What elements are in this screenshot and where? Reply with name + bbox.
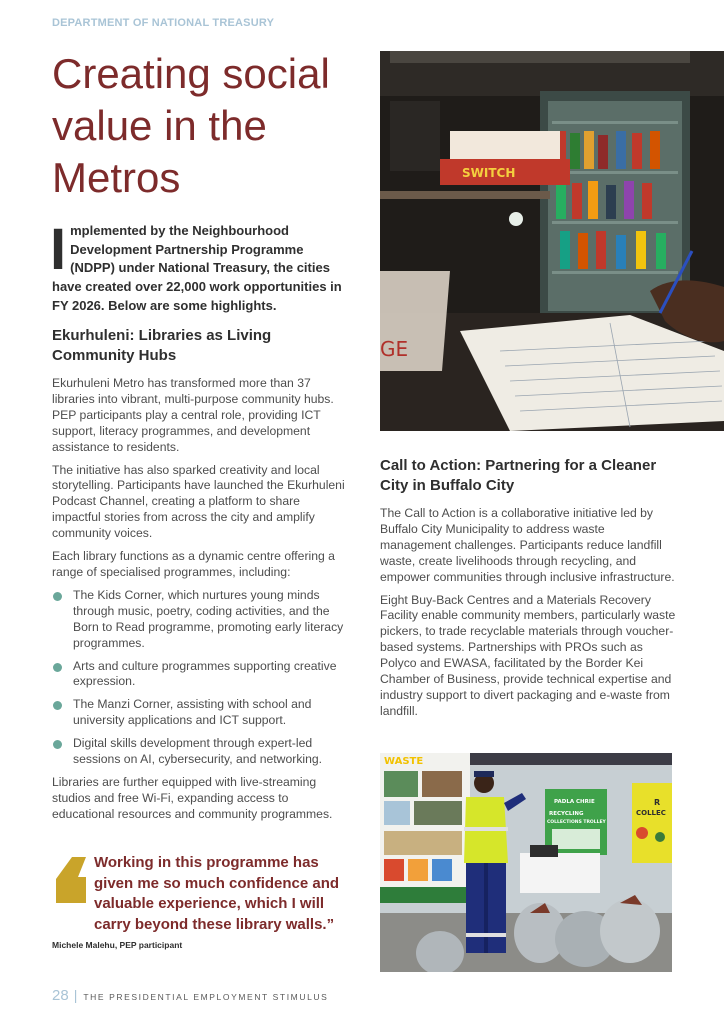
- bullet-dot-icon: [53, 701, 62, 710]
- photo-banner-text: WASTE: [384, 756, 424, 767]
- list-item-text: The Kids Corner, which nurtures young minds through music, poetry, coding activities, and the Born to Read programme, promoting early literacy programmes.: [73, 587, 344, 650]
- photo-sign-line1: RECYCLING: [549, 811, 584, 817]
- ekurhuleni-body: [52, 376, 345, 830]
- intro-text: mplemented by the Neighbourhood Development Partnership Programme (NDPP) under National Treasury, the cities have created over 22,000 work opportunities in FY 2026. Below are some highlights.: [52, 223, 342, 313]
- photo-sign-line2: COLLECTIONS TROLLEY: [547, 820, 606, 825]
- photo-ledger-writing: [380, 51, 724, 431]
- quote-mark-icon: [52, 855, 88, 905]
- ekurhuleni-paragraph: The initiative has also sparked creativity and local storytelling. Participants have launched the Ekurhuleni Podcast Channel, creating a platform to share impactful stories from across the city and amplify community voices.: [52, 462, 345, 541]
- photo-sign-right-line2: COLLEC: [636, 809, 666, 817]
- page-footer: [52, 987, 328, 1004]
- list-item-text: Digital skills development through expert-led sessions on AI, cybersecurity, and networking.: [73, 736, 323, 767]
- ekurhuleni-paragraph: Each library functions as a dynamic centre offering a range of specialised programmes, including:: [52, 549, 335, 579]
- ekurhuleni-closing: Libraries are further equipped with live-streaming studios and free Wi-Fi, expanding access to educational resources and community programmes.: [52, 774, 333, 821]
- quote-attribution: Michele Malehu, PEP participant: [52, 940, 183, 950]
- photo-sign-text: SWITCH: [462, 166, 516, 180]
- list-item-text: Arts and culture programmes supporting creative expression.: [73, 658, 337, 689]
- intro-paragraph: [50, 217, 344, 316]
- photo-sign-brand: PADLA CHRIE: [554, 799, 595, 805]
- footer-separator: |: [73, 987, 78, 1003]
- ekurhuleni-paragraph: Ekurhuleni Metro has transformed more than 37 libraries into vibrant, multi-purpose community hubs. PEP participants play a central role, providing ICT support, literacy programmes, and development assistance to residents.: [52, 376, 334, 454]
- list-item: [52, 588, 345, 652]
- drop-cap: I: [50, 217, 67, 282]
- bullet-dot-icon: [53, 740, 62, 749]
- pull-quote: Working in this programme has given me so much confidence and valuable experience, which I will carry beyond these library walls.”: [94, 854, 340, 933]
- list-item: [52, 697, 345, 729]
- photo-wall-text: GE: [380, 337, 409, 361]
- page-title: Creating social value in the Metros: [52, 50, 330, 201]
- buffalo-city-body: [380, 506, 676, 727]
- publication-name: THE PRESIDENTIAL EMPLOYMENT STIMULUS: [83, 992, 329, 1002]
- photo-recycling-station: [380, 753, 672, 972]
- buffalo-city-paragraph: Eight Buy-Back Centres and a Materials Recovery Facility enable community members, particularly waste pickers, to trade recyclable materials through voucher-based systems. Partnerships with PROs such as Polyco and EWASA, facilitated by the Border Kei Chamber of Business, provide technical expertise and industry support to divert packaging and e-waste from landfill.: [380, 592, 676, 718]
- list-item: [52, 736, 345, 768]
- page-number: 28: [52, 987, 69, 1004]
- list-item: [52, 659, 345, 691]
- photo-sign-right-line1: R: [654, 798, 661, 807]
- buffalo-city-paragraph: The Call to Action is a collaborative initiative led by Buffalo City Municipality to address waste management challenges. Participants reduce landfill waste, create livelihoods through recycling, and empower communities through inclusive infrastructure.: [380, 506, 675, 584]
- list-item-text: The Manzi Corner, assisting with school and university applications and ICT support.: [73, 697, 312, 728]
- buffalo-city-heading: Call to Action: Partnering for a Cleaner City in Buffalo City: [380, 457, 657, 494]
- ekurhuleni-heading: Ekurhuleni: Libraries as Living Community Hubs: [52, 327, 272, 364]
- bullet-dot-icon: [53, 592, 62, 601]
- programme-list: [52, 588, 345, 768]
- department-label: DEPARTMENT OF NATIONAL TREASURY: [52, 17, 275, 29]
- bullet-dot-icon: [53, 663, 62, 672]
